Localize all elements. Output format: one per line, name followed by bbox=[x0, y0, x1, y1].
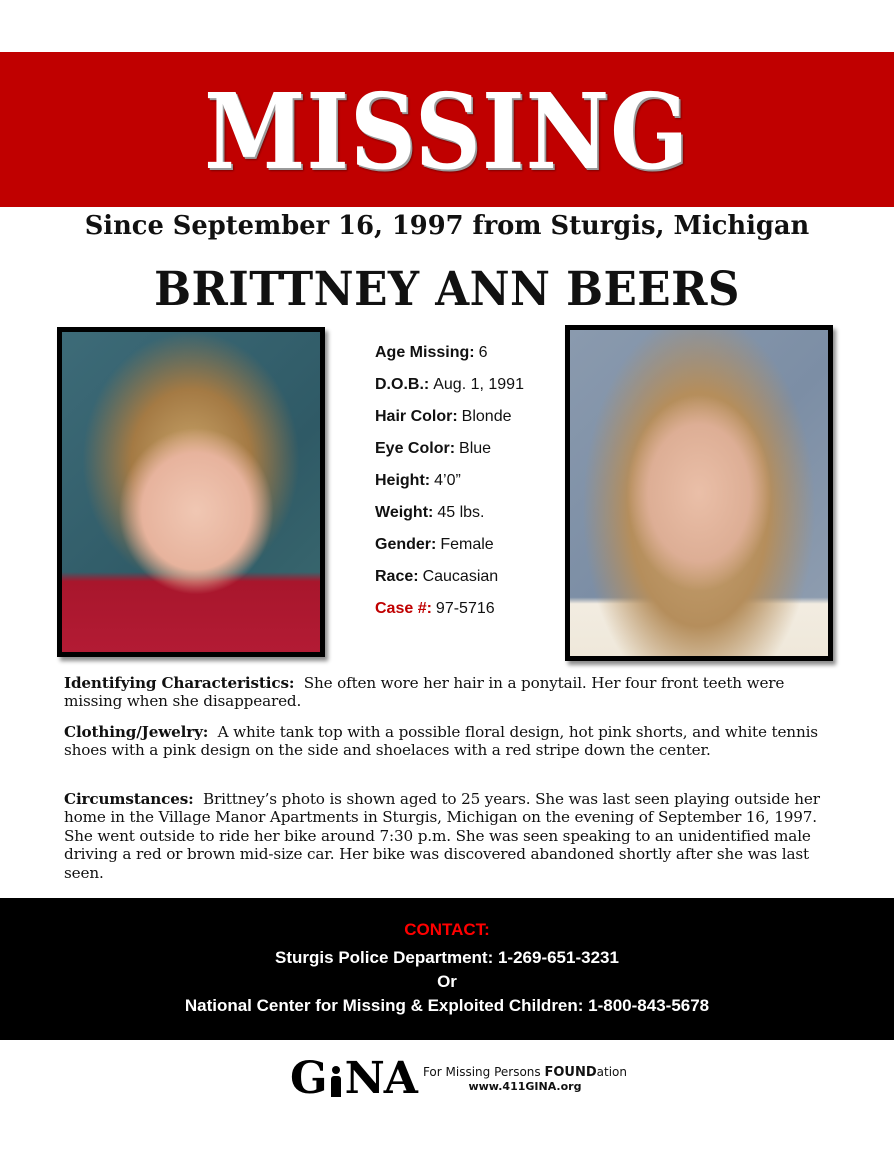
contact-ncmec-phone: National Center for Missing & Exploited Children: 1-800-843-5678 bbox=[184, 996, 710, 1015]
fact-value: 4’0” bbox=[434, 472, 461, 489]
physical-facts-list bbox=[375, 342, 555, 630]
fact-value: Blonde bbox=[461, 408, 512, 425]
fact-height bbox=[375, 470, 555, 502]
fact-dob bbox=[375, 374, 555, 406]
fact-label: Eye Color: bbox=[375, 440, 456, 457]
fact-eye-color bbox=[375, 438, 555, 470]
fact-value: Caucasian bbox=[422, 568, 499, 585]
identifying-label: Identifying Characteristics: bbox=[64, 674, 295, 692]
childhood-photo bbox=[57, 327, 325, 657]
tagline-suffix: ation bbox=[596, 1064, 627, 1079]
tagline-bold: FOUND bbox=[544, 1064, 597, 1080]
circumstances bbox=[64, 790, 844, 882]
logo-letter-g: G bbox=[290, 1053, 327, 1104]
fact-hair-color bbox=[375, 406, 555, 438]
fact-race bbox=[375, 566, 555, 598]
fact-weight bbox=[375, 502, 555, 534]
identifying-characteristics bbox=[64, 674, 844, 711]
identifying-text: She often wore her hair in a ponytail. Her four front teeth were missing when she disappeared. bbox=[64, 674, 785, 711]
fact-value: 45 lbs. bbox=[437, 504, 485, 521]
fact-label: D.O.B.: bbox=[375, 376, 430, 393]
circumstances-label: Circumstances: bbox=[64, 790, 194, 808]
fact-value: 6 bbox=[478, 344, 488, 361]
fact-value: Female bbox=[440, 536, 494, 553]
tagline-prefix: For Missing Persons bbox=[422, 1064, 545, 1079]
logo-letters-na: NA bbox=[344, 1053, 417, 1104]
missing-banner bbox=[0, 52, 894, 207]
fact-label: Weight: bbox=[375, 504, 434, 521]
gina-wordmark bbox=[290, 1053, 417, 1104]
missing-person-name: BRITTNEY ANN BEERS bbox=[154, 262, 740, 317]
age-progressed-photo bbox=[565, 325, 833, 661]
banner-title: MISSING bbox=[204, 69, 690, 193]
gina-foundation-logo bbox=[290, 1055, 627, 1103]
contact-police-phone: Sturgis Police Department: 1-269-651-3231 bbox=[275, 948, 619, 967]
fact-gender bbox=[375, 534, 555, 566]
fact-age-missing bbox=[375, 342, 555, 374]
fact-case-number bbox=[375, 598, 555, 630]
fact-label: Age Missing: bbox=[375, 344, 475, 361]
fact-value: Aug. 1, 1991 bbox=[433, 376, 524, 393]
contact-separator: Or bbox=[437, 972, 457, 991]
logo-tagline bbox=[423, 1065, 627, 1094]
contact-section bbox=[0, 898, 894, 1040]
fact-label: Case #: bbox=[375, 600, 432, 617]
fact-label: Race: bbox=[375, 568, 419, 585]
person-icon bbox=[329, 1066, 343, 1097]
fact-value: Blue bbox=[459, 440, 492, 457]
missing-since-subtitle: Since September 16, 1997 from Sturgis, Michigan bbox=[84, 211, 810, 241]
contact-title: CONTACT: bbox=[404, 920, 490, 939]
fact-label: Height: bbox=[375, 472, 431, 489]
logo-website: www.411GINA.org bbox=[468, 1079, 582, 1093]
logo-tagline-line bbox=[423, 1065, 627, 1080]
fact-label: Gender: bbox=[375, 536, 437, 553]
fact-value: 97-5716 bbox=[435, 600, 495, 617]
fact-label: Hair Color: bbox=[375, 408, 458, 425]
clothing-text: A white tank top with a possible floral design, hot pink shorts, and white tennis shoes with a pink design on the side and shoelaces with a red stripe down the center. bbox=[64, 723, 818, 760]
clothing-label: Clothing/Jewelry: bbox=[64, 723, 209, 741]
circumstances-text: Brittney’s photo is shown aged to 25 years. She was last seen playing outside her home in the Village Manor Apartments in Sturgis, Michigan on the evening of September 16, 1997. She went outside to ride her bike around 7:30 p.m. She was seen speaking to an unidentified male driving a red or brown mid-size car. Her bike was discovered abandoned shortly after she was last seen. bbox=[64, 790, 820, 882]
clothing-jewelry bbox=[64, 723, 844, 760]
